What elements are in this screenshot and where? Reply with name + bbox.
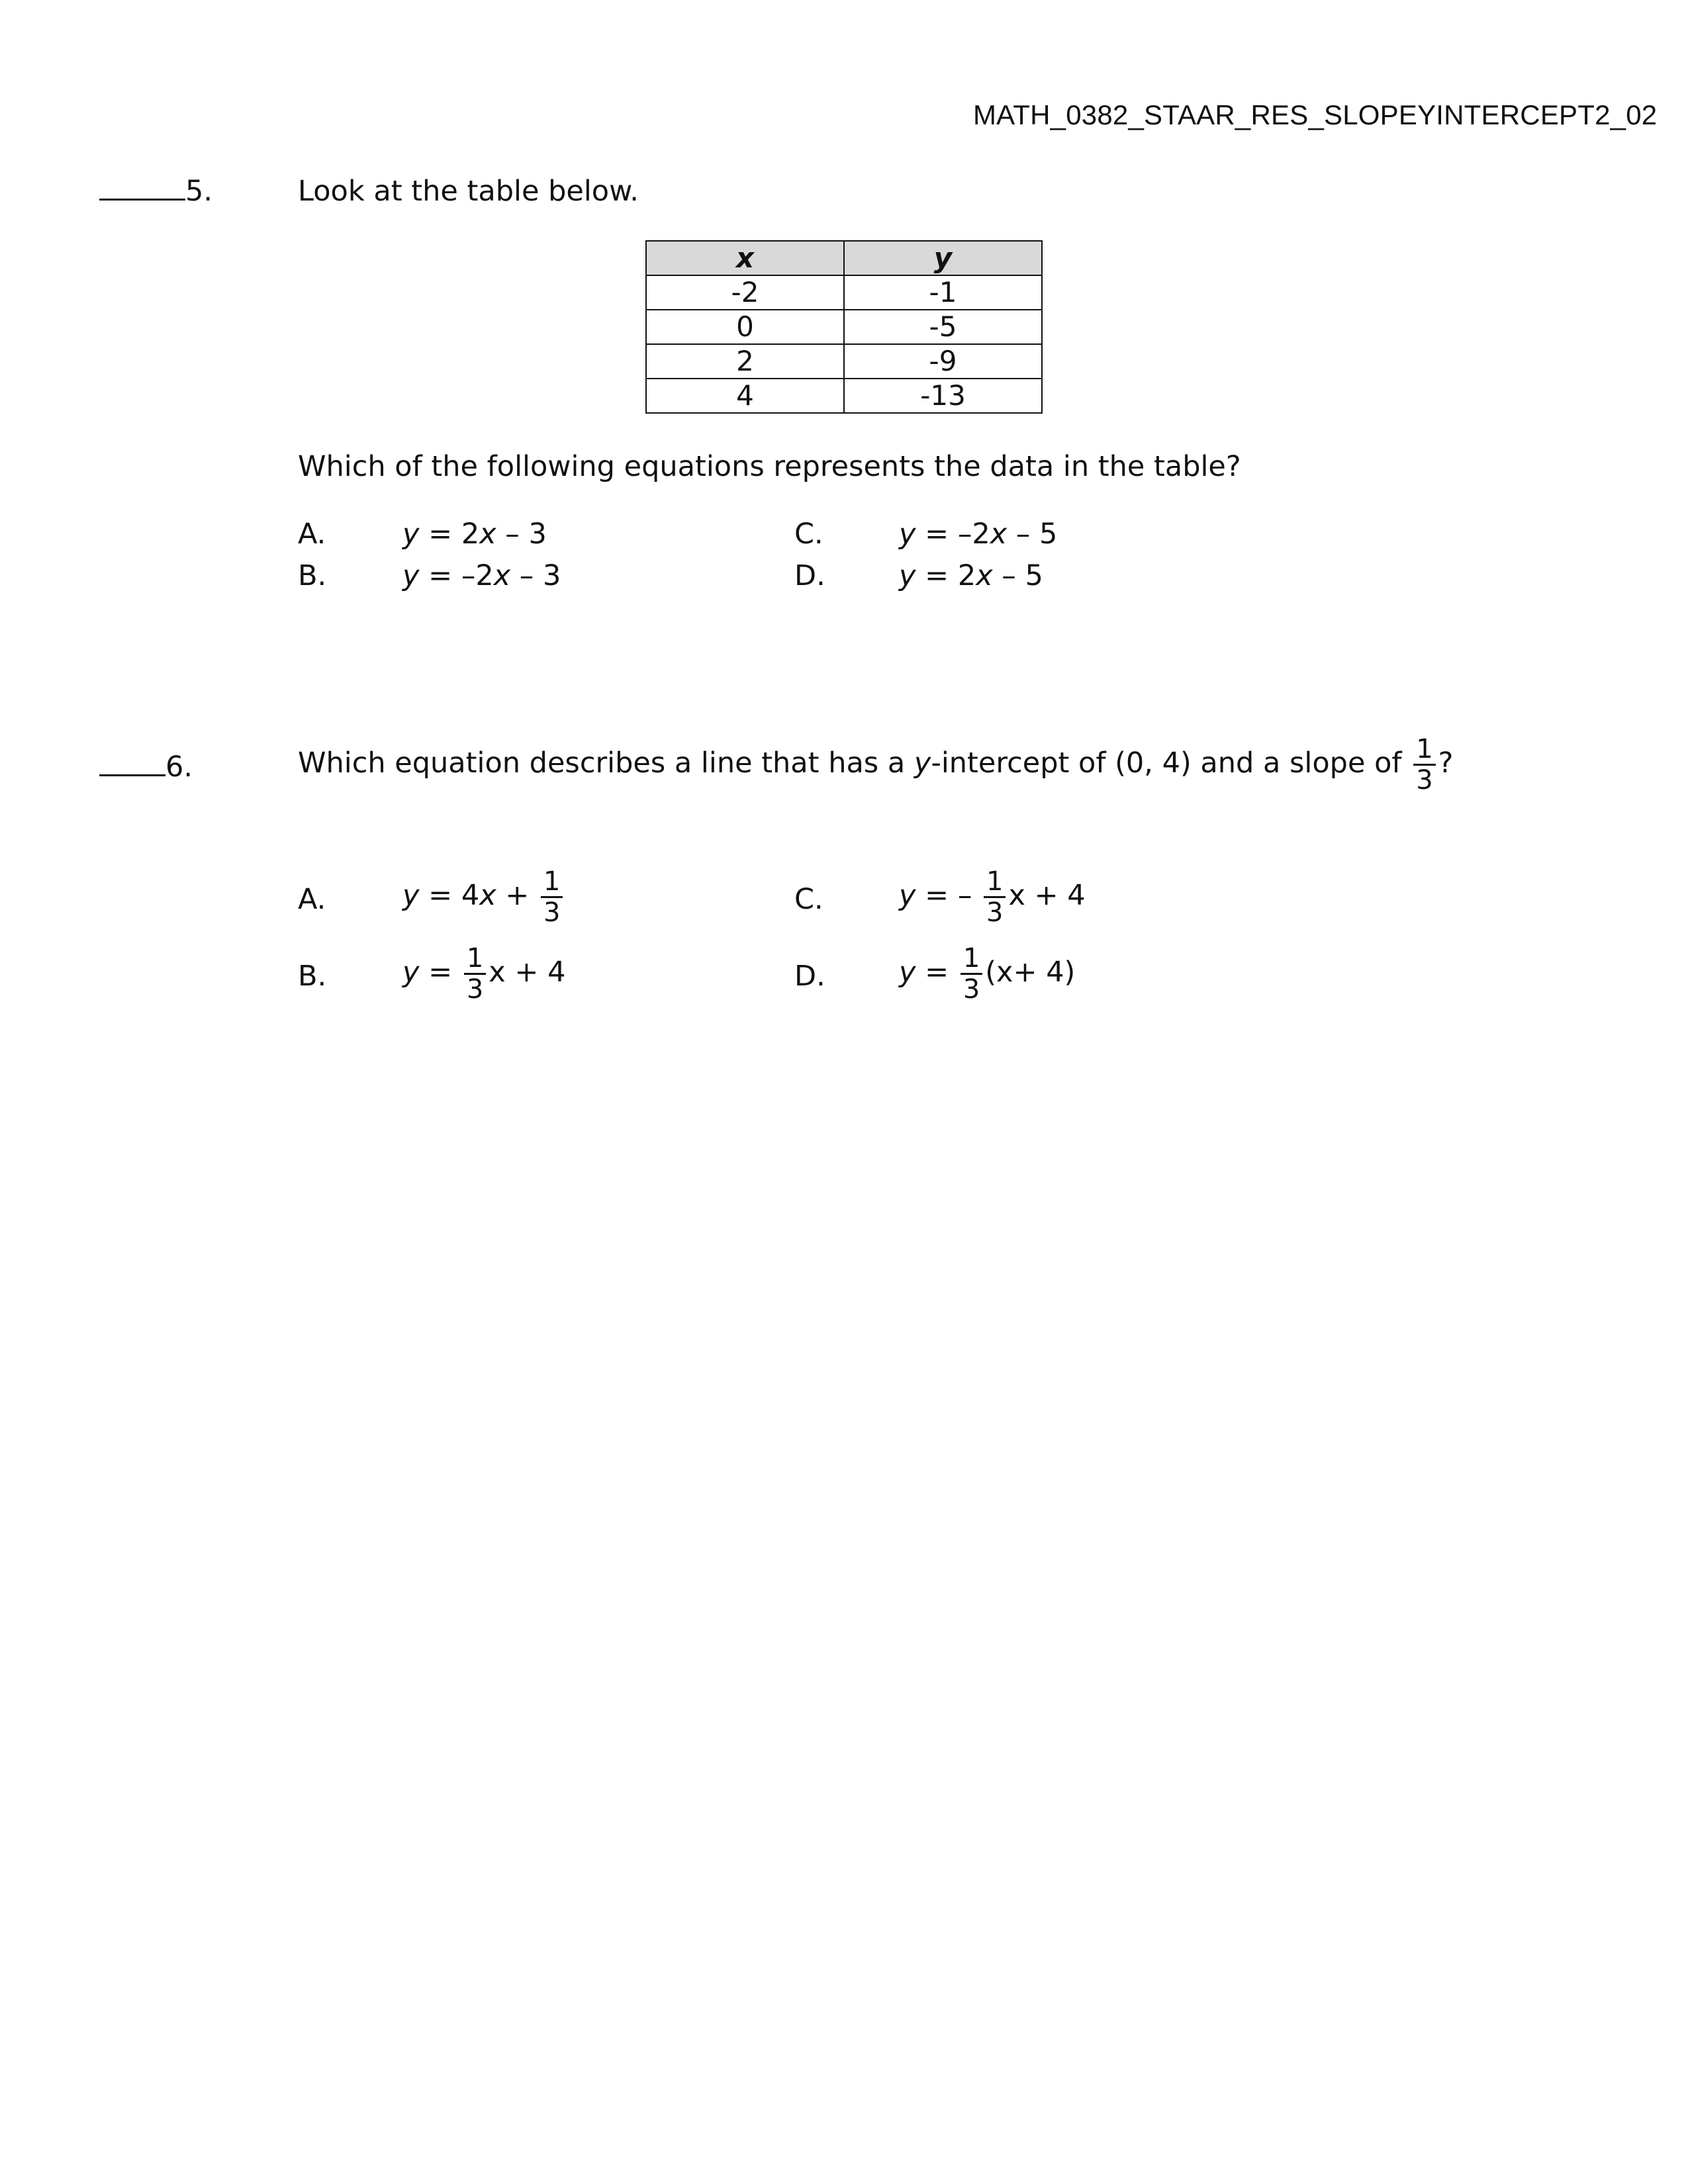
fraction-denominator: 3 xyxy=(543,897,561,928)
q6-option-a-label[interactable]: A. xyxy=(298,883,326,916)
equation-fraction xyxy=(984,867,1006,927)
equation-part: = xyxy=(419,956,453,989)
fraction-numerator: 1 xyxy=(961,944,982,975)
equation-fraction xyxy=(541,867,563,927)
equation-part: = –2 xyxy=(419,559,494,592)
table-row xyxy=(646,344,1042,379)
table-cell: -5 xyxy=(844,310,1042,344)
equation-variable: x xyxy=(479,879,496,912)
table-header-row xyxy=(646,241,1042,275)
fraction-denominator: 3 xyxy=(962,974,980,1005)
q5-option-a-label[interactable]: A. xyxy=(298,518,326,551)
prompt-text: -intercept of (0, 4) and a slope of xyxy=(931,747,1402,780)
q5-option-b-label[interactable]: B. xyxy=(298,559,327,592)
table-cell: -2 xyxy=(646,275,844,310)
table-cell: 4 xyxy=(646,379,844,413)
equation-lhs: y xyxy=(402,956,420,989)
q6-option-b-equation xyxy=(402,944,565,1004)
q6-option-a-equation xyxy=(402,867,565,927)
q5-option-a-equation xyxy=(402,518,547,551)
question-number-label: 5. xyxy=(185,175,213,208)
question-5-prompt: Look at the table below. xyxy=(298,175,639,208)
q5-option-b-equation xyxy=(402,559,561,592)
equation-variable: x xyxy=(493,559,511,592)
equation-lhs: y xyxy=(402,559,420,592)
question-6-prompt xyxy=(298,735,1453,795)
equation-part: x + 4 xyxy=(1008,879,1086,912)
prompt-text: ? xyxy=(1438,747,1454,780)
fraction-denominator: 3 xyxy=(1416,765,1433,796)
equation-lhs: y xyxy=(402,879,420,912)
equation-fraction xyxy=(464,944,486,1004)
column-header-x: x xyxy=(646,241,844,275)
equation-variable: x xyxy=(990,518,1008,551)
equation-part: (x+ 4) xyxy=(985,956,1076,989)
equation-lhs: y xyxy=(899,559,916,592)
equation-variable: x xyxy=(976,559,993,592)
equation-part: = 4 xyxy=(419,879,480,912)
equation-part: = – xyxy=(915,879,972,912)
fraction-numerator: 1 xyxy=(541,867,563,898)
question-5-number xyxy=(99,175,212,208)
table-cell: -1 xyxy=(844,275,1042,310)
prompt-text: Which equation describes a line that has a xyxy=(298,747,914,780)
equation-lhs: y xyxy=(899,518,916,551)
equation-part: = 2 xyxy=(915,559,976,592)
xy-data-table xyxy=(645,240,1043,414)
answer-blank-6[interactable] xyxy=(99,774,165,776)
column-header-y: y xyxy=(844,241,1042,275)
equation-part: + xyxy=(496,879,530,912)
q6-option-d-equation xyxy=(899,944,1075,1004)
q5-option-c-label[interactable]: C. xyxy=(794,518,823,551)
equation-part: – 3 xyxy=(510,559,561,592)
equation-part: = 2 xyxy=(419,518,480,551)
q6-option-d-label[interactable]: D. xyxy=(794,960,825,993)
fraction-numerator: 1 xyxy=(464,944,486,975)
question-6-number xyxy=(99,751,193,784)
q5-option-c-equation xyxy=(899,518,1057,551)
q6-option-b-label[interactable]: B. xyxy=(298,960,327,993)
equation-variable: x xyxy=(479,518,496,551)
answer-blank-5[interactable] xyxy=(99,198,185,201)
equation-part: – 3 xyxy=(496,518,547,551)
table-row xyxy=(646,379,1042,413)
question-number-label: 6. xyxy=(165,751,193,784)
equation-fraction xyxy=(961,944,982,1004)
equation-part: = xyxy=(915,956,949,989)
equation-lhs: y xyxy=(402,518,420,551)
q6-option-c-equation xyxy=(899,867,1086,927)
equation-lhs: y xyxy=(899,879,916,912)
q5-option-d-label[interactable]: D. xyxy=(794,559,825,592)
fraction-denominator: 3 xyxy=(466,974,484,1005)
equation-part: – 5 xyxy=(992,559,1043,592)
equation-part: – 5 xyxy=(1007,518,1058,551)
table-row xyxy=(646,310,1042,344)
question-5-text: Which of the following equations represents the data in the table? xyxy=(298,450,1241,483)
equation-part: x + 4 xyxy=(489,956,566,989)
equation-part: = –2 xyxy=(915,518,990,551)
fraction-numerator: 1 xyxy=(1413,735,1435,766)
slope-fraction xyxy=(1413,735,1435,795)
prompt-variable: y xyxy=(914,747,931,780)
table-cell: 0 xyxy=(646,310,844,344)
table-cell: -9 xyxy=(844,344,1042,379)
q6-option-c-label[interactable]: C. xyxy=(794,883,823,916)
fraction-numerator: 1 xyxy=(984,867,1006,898)
equation-lhs: y xyxy=(899,956,916,989)
fraction-denominator: 3 xyxy=(986,897,1004,928)
q5-option-d-equation xyxy=(899,559,1043,592)
table-row xyxy=(646,275,1042,310)
document-id: MATH_0382_STAAR_RES_SLOPEYINTERCEPT2_02 xyxy=(973,99,1658,130)
table-cell: 2 xyxy=(646,344,844,379)
table-cell: -13 xyxy=(844,379,1042,413)
